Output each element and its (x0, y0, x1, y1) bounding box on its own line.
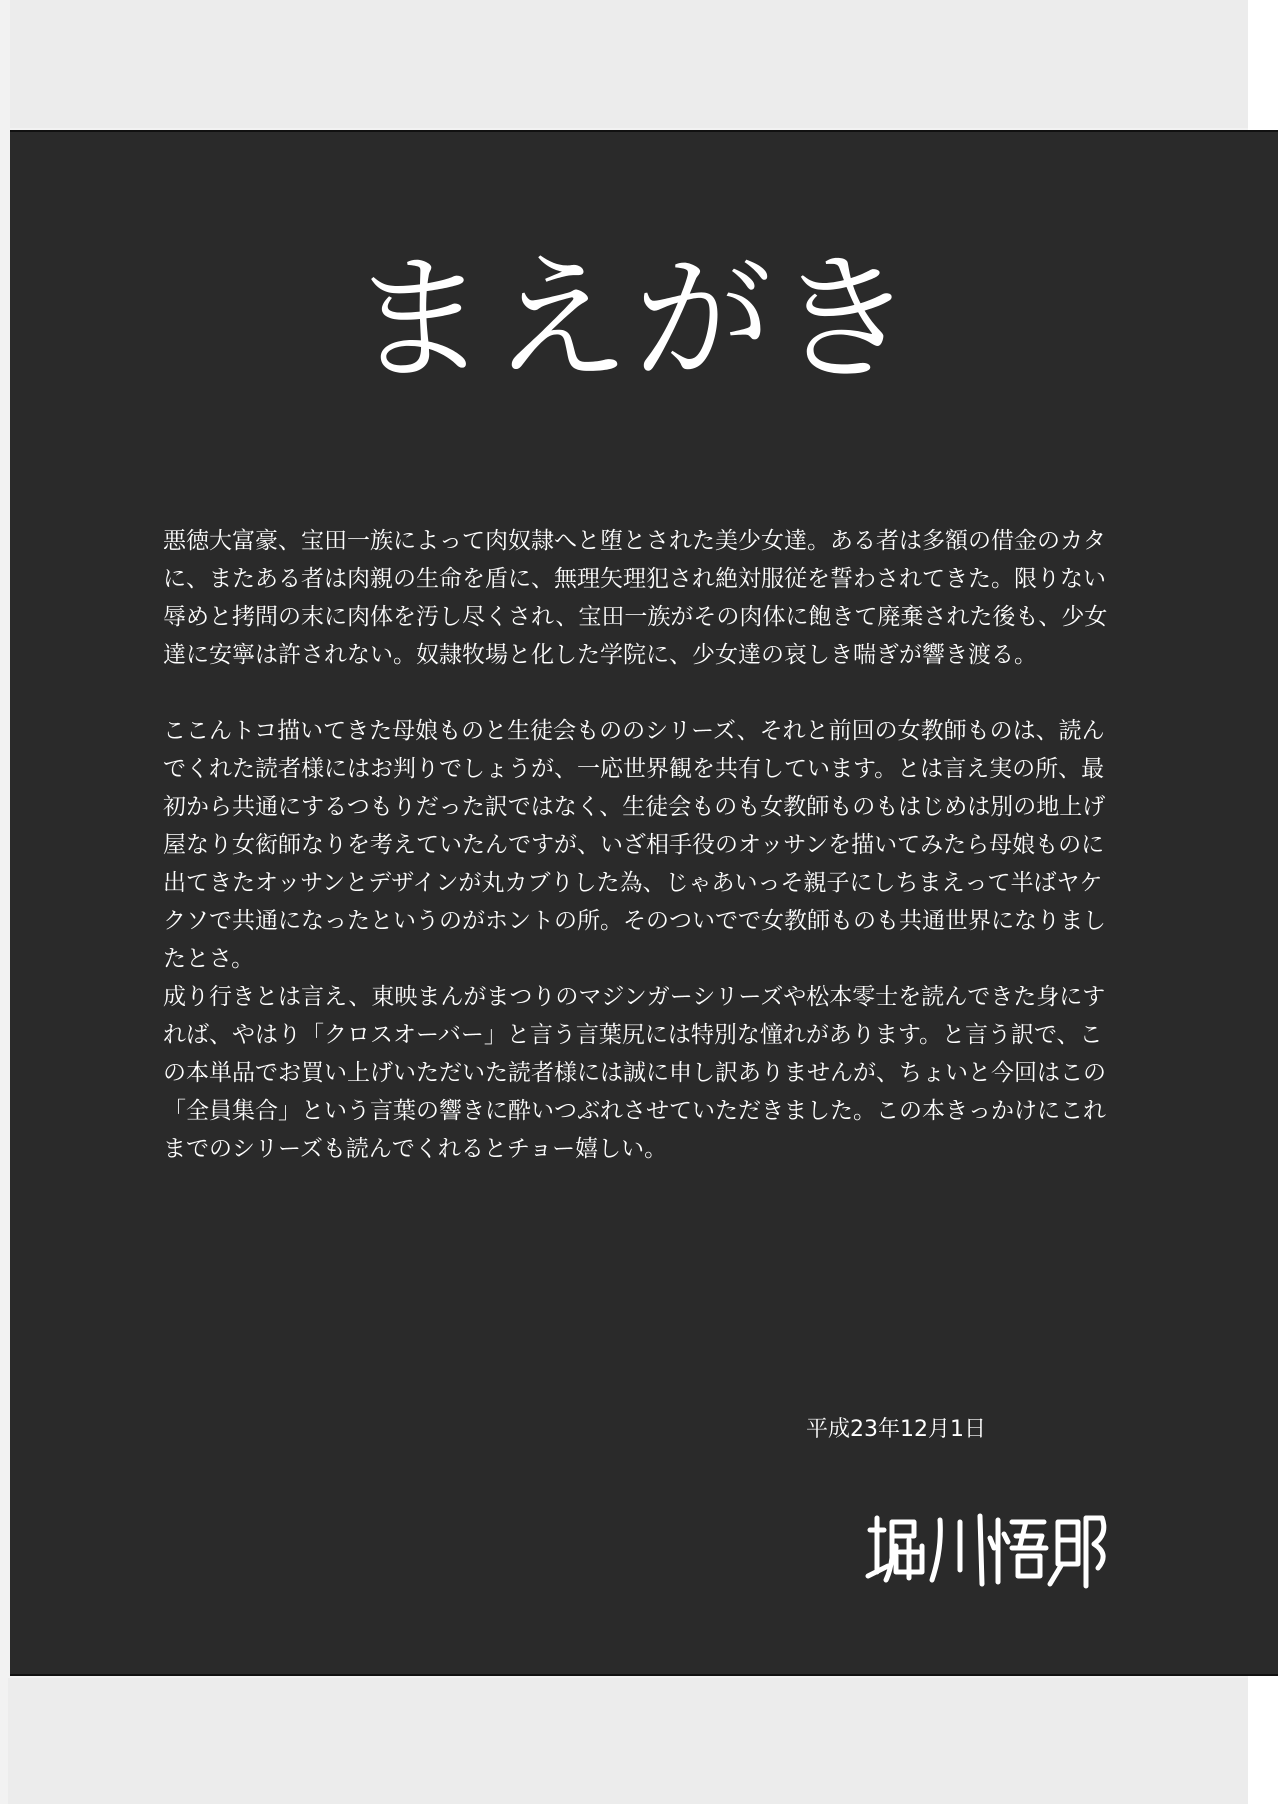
handwritten-signature (862, 1500, 1112, 1590)
date: 平成23年12月1日 (806, 1417, 986, 1442)
paragraph-2: ここんトコ描いてきた母娘ものと生徒会もののシリーズ、それと前回の女教師ものは、読んでくれた読者様にはお判りでしょうが、一応世界観を共有しています。とは言え実の所、最初から共通にするつもりだった訳ではなく、生徒会ものも女教師ものもはじめは別の地上げ屋なり女衒師なりを考えていたんですが、いざ相手役のオッサンを描いてみたら母娘ものに出てきたオッサンとデザインが丸カブりした為、じゃあいっそ親子にしちまえって半ばヤケクソで共通になったというのがホントの所。そのついでで女教師ものも共通世界になりましたとさ。 (163, 718, 1106, 972)
body-text (163, 522, 1123, 1168)
paragraph-3: 成り行きとは言え、東映まんがまつりのマジンガーシリーズや松本零士を読んできた身にすれば、やはり「クロスオーバー」と言う言葉尻には特別な憧れがあります。と言う訳で、この本単品でお買い上げいただいた読者様には誠に申し訳ありませんが、ちょいと今回はこの「全員集合」という言葉の響きに酔いつぶれさせていただきました。この本きっかけにこれまでのシリーズも読んでくれるとチョー嬉しい。 (163, 984, 1106, 1162)
page-title: まえがき (350, 239, 919, 400)
top-margin (10, 0, 1248, 128)
bottom-margin (8, 1678, 1248, 1804)
paragraph-1: 悪徳大富豪、宝田一族によって肉奴隷へと堕とされた美少女達。ある者は多額の借金のカタに、またある者は肉親の生命を盾に、無理矢理犯され絶対服従を誓わされてきた。限りない辱めと拷問の末に肉体を汚し尽くされ、宝田一族がその肉体に飽きて廃棄された後も、少女達に安寧は許されない。奴隷牧場と化した学院に、少女達の哀しき喘ぎが響き渡る。 (163, 528, 1108, 668)
